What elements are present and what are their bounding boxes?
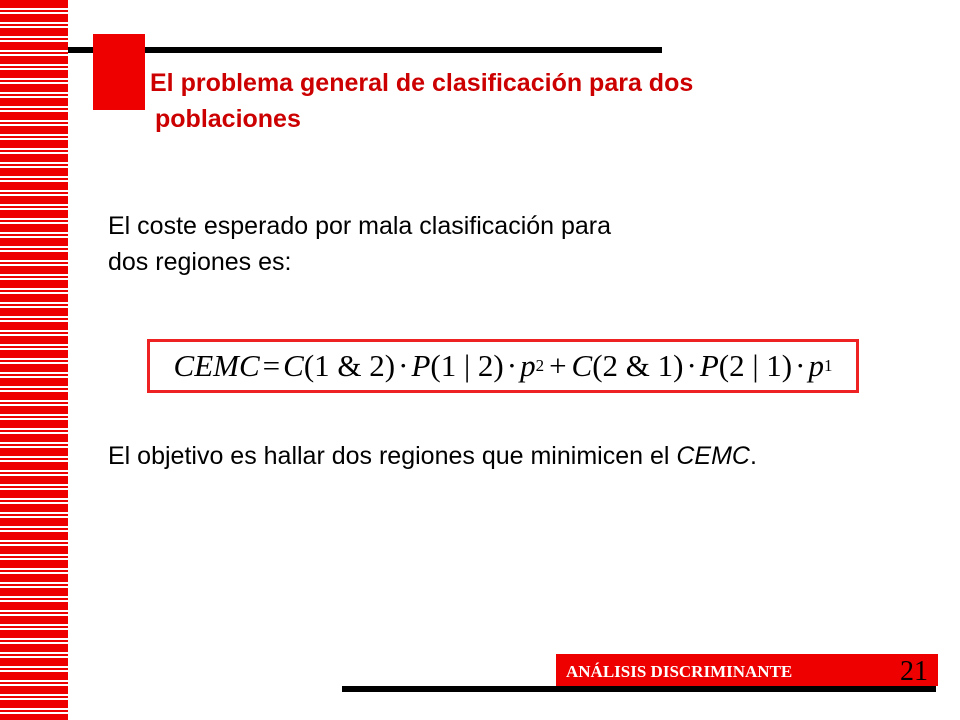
intro-line2: dos regiones es: <box>108 248 292 276</box>
formula-box <box>147 339 859 393</box>
formula-p21-args: (2 | 1) <box>718 348 793 383</box>
formula-p12: P <box>411 348 431 383</box>
slide-title-line2: poblaciones <box>155 105 301 133</box>
formula-p21: P <box>699 348 719 383</box>
formula-equals: = <box>262 348 281 383</box>
intro-line1: El coste esperado por mala clasificación para <box>108 212 612 240</box>
footer-label: ANÁLISIS DISCRIMINANTE <box>566 662 793 681</box>
formula-dot-1: · <box>398 348 409 383</box>
objective-prefix: El objetivo es hallar dos regiones que minimicen el <box>108 442 677 470</box>
footer-label-box <box>556 654 938 686</box>
objective-suffix: . <box>749 442 757 470</box>
cemc-formula: CEMC = C (1 & 2) · P (1 | 2) · p 2 + C (2 & 1) · P (2 | 1) · p 1 <box>173 348 833 383</box>
formula-c12-args: (1 & 2) <box>303 348 396 383</box>
objective-term: CEMC <box>676 442 750 470</box>
formula-dot-4: · <box>795 348 806 383</box>
footer-rule <box>342 686 936 692</box>
formula-p2: p <box>520 348 536 383</box>
objective-paragraph <box>108 438 948 474</box>
formula-p12-args: (1 | 2) <box>430 348 504 383</box>
title-accent-block <box>93 34 145 110</box>
formula-dot-3: · <box>686 348 697 383</box>
top-rule <box>68 47 662 53</box>
formula-plus: + <box>549 348 567 383</box>
page-number: 21 <box>900 656 928 687</box>
formula-c12: C <box>283 348 304 383</box>
formula-c21: C <box>571 348 593 383</box>
formula-p1: p <box>808 348 824 383</box>
decorative-stripes <box>0 0 68 720</box>
formula-lhs: CEMC <box>173 348 260 383</box>
intro-paragraph <box>108 208 948 280</box>
formula-c21-args: (2 & 1) <box>592 348 684 383</box>
slide-title <box>150 65 910 137</box>
formula-dot-2: · <box>506 348 518 383</box>
slide-title-line1: El problema general de clasificación para dos <box>150 69 694 97</box>
